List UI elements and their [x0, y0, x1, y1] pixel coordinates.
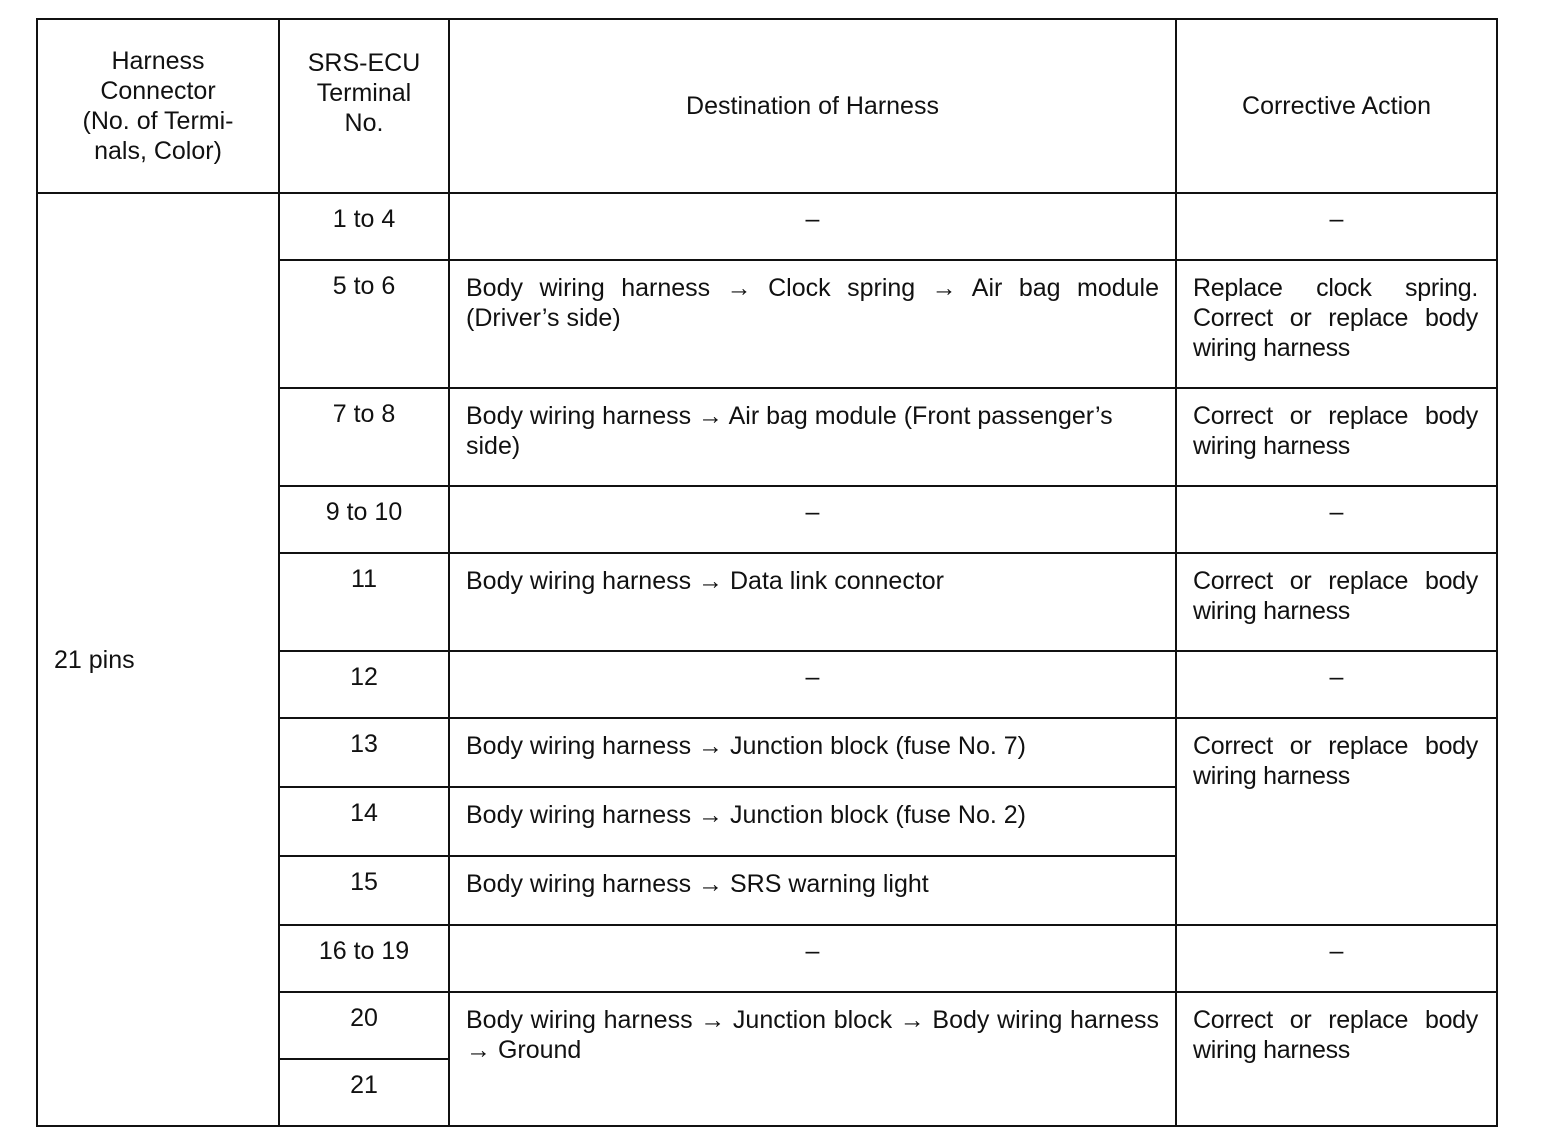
header-harness-connector [37, 19, 279, 193]
action-cell [1176, 260, 1497, 388]
destination-cell: Body wiring harness → SRS warning light [449, 856, 1176, 925]
destination-cell: Body wiring harness → Junction block (fuse No. 2) [449, 787, 1176, 856]
header-terminal-no [279, 19, 449, 193]
action-cell: – [1176, 193, 1497, 260]
terminal-cell: 21 [279, 1059, 449, 1126]
header-terminal-line-3: No. [344, 109, 384, 137]
destination-cell: Body wiring harness → Air bag module (Front passenger’s side) [449, 388, 1176, 486]
destination-cell: – [449, 651, 1176, 718]
terminal-cell: 16 to 19 [279, 925, 449, 992]
header-terminal-line-2: Terminal [316, 79, 412, 107]
terminal-cell: 15 [279, 856, 449, 925]
action-cell: Correct or replace body wiring harness [1176, 992, 1497, 1126]
srs-harness-table [36, 18, 1498, 1127]
action-line: Replace clock spring. [1193, 274, 1478, 302]
action-cell: – [1176, 486, 1497, 553]
connector-cell: 21 pins [37, 193, 279, 1126]
header-connector-line-3: (No. of Termi- [82, 107, 234, 135]
action-cell: Correct or replace body wiring harness [1176, 718, 1497, 925]
terminal-cell: 12 [279, 651, 449, 718]
destination-cell: Body wiring harness → Junction block (fuse No. 7) [449, 718, 1176, 787]
table-row [37, 193, 1497, 260]
destination-cell: Body wiring harness → Data link connector [449, 553, 1176, 651]
terminal-cell: 20 [279, 992, 449, 1059]
action-cell: Correct or replace body wiring harness [1176, 388, 1497, 486]
terminal-cell: 5 to 6 [279, 260, 449, 388]
header-terminal-line-1: SRS-ECU [307, 49, 421, 77]
action-cell: – [1176, 925, 1497, 992]
header-destination: Destination of Harness [449, 19, 1176, 193]
terminal-cell: 13 [279, 718, 449, 787]
terminal-cell: 14 [279, 787, 449, 856]
destination-cell: – [449, 193, 1176, 260]
header-corrective-action: Corrective Action [1176, 19, 1497, 193]
terminal-cell: 7 to 8 [279, 388, 449, 486]
header-row [37, 19, 1497, 193]
header-connector-line-2: Connector [100, 77, 216, 105]
destination-cell: – [449, 486, 1176, 553]
terminal-cell: 1 to 4 [279, 193, 449, 260]
action-cell: – [1176, 651, 1497, 718]
destination-cell: Body wiring harness → Junction block → Body wiring harness → Ground [449, 992, 1176, 1126]
terminal-cell: 9 to 10 [279, 486, 449, 553]
destination-cell: Body wiring harness → Clock spring → Air bag module (Driver’s side) [449, 260, 1176, 388]
terminal-cell: 11 [279, 553, 449, 651]
header-connector-line-1: Harness [111, 47, 205, 75]
header-connector-line-4: nals, Color) [94, 137, 222, 165]
action-cell: Correct or replace body wiring harness [1176, 553, 1497, 651]
destination-cell: – [449, 925, 1176, 992]
action-line: Correct or replace body wiring harness [1193, 304, 1478, 362]
